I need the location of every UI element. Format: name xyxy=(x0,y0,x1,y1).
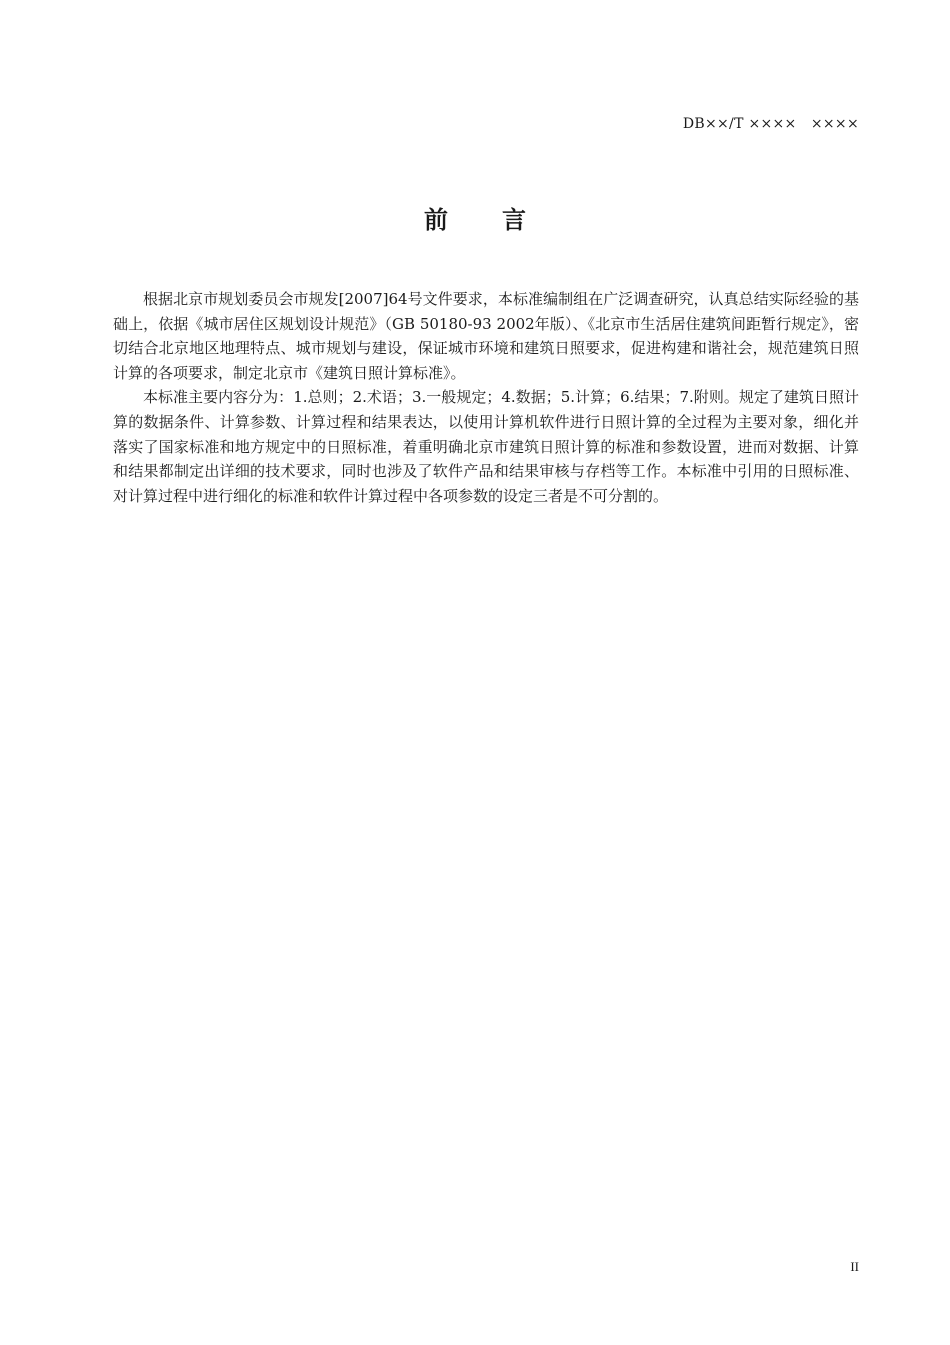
paragraph-2: 本标准主要内容分为：1.总则；2.术语；3.一般规定；4.数据；5.计算；6.结果；7.附则。规定了建筑日照计算的数据条件、计算参数、计算过程和结果表达，以使用计算机软件进行日照计算的全过程为主要对象，细化并落实了国家标准和地方规定中的日照标准，着重明确北京市建筑日照计算的标准和参数设置，进而对数据、计算和结果都制定出详细的技术要求，同时也涉及了软件产品和结果审核与存档等工作。本标准中引用的日照标准、对计算过程中进行细化的标准和软件计算过程中各项参数的设定三者是不可分割的。 xyxy=(113,388,859,505)
paragraph-1: 根据北京市规划委员会市规发[2007]64号文件要求，本标准编制组在广泛调查研究，认真总结实际经验的基础上，依据《城市居住区规划设计规范》（GB 50180-93 2002年版）、《北京市生活居住建筑间距暂行规定》，密切结合北京地区地理特点、城市规划与建设，保证城市环境和建筑日照要求，促进构建和谐社会，规范建筑日照计算的各项要求，制定北京市《建筑日照计算标准》。 xyxy=(113,290,859,382)
page-number: II xyxy=(850,1259,859,1274)
foreword-body xyxy=(113,287,859,508)
standard-code: DB××/T ×××× ×××× xyxy=(682,116,859,132)
page-title: 前言 xyxy=(424,206,580,234)
